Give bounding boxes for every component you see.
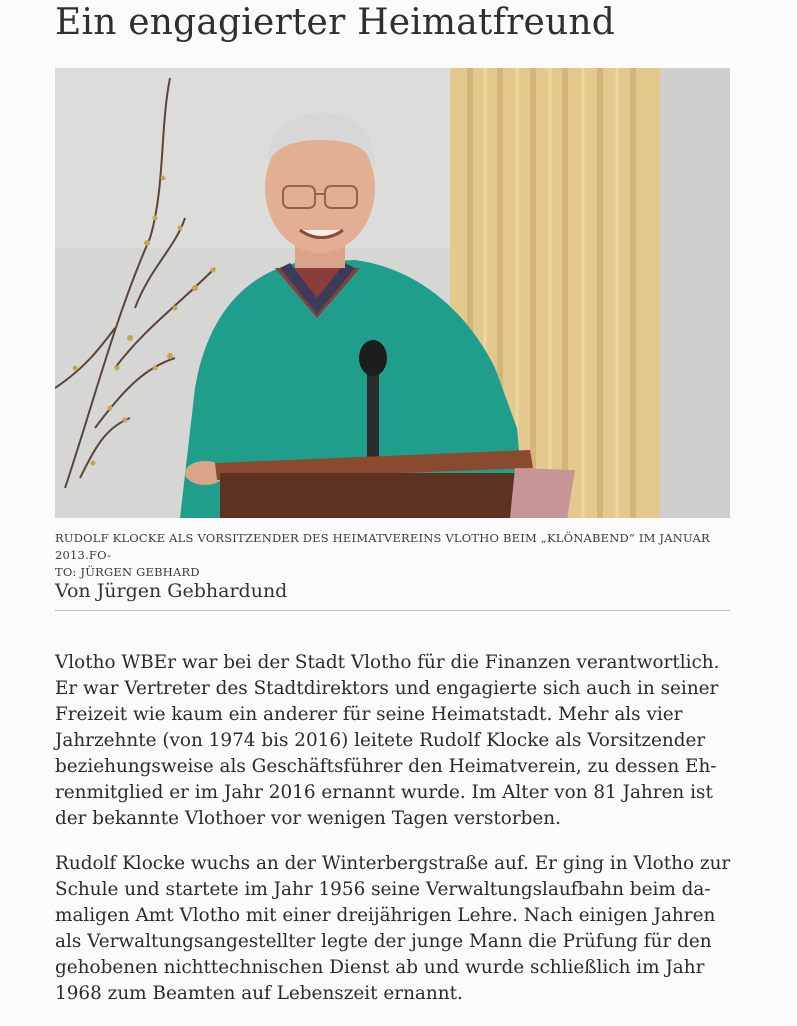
text-line: Schule und startete im Jahr 1956 seine Verwaltungslaufbahn beim da- [55,879,711,900]
paragraph [55,650,735,832]
text-line: Freizeit wie kaum ein anderer für seine Heimatstadt. Mehr als vier [55,704,683,725]
text-line: renmitglied er im Jahr 2016 ernannt wurde. Im Alter von 81 Jahren ist [55,782,713,803]
caption-line: TO: JÜRGEN GEBHARD [55,565,200,579]
text-line: maligen Amt Vlotho mit einer dreijährigen Lehre. Nach einigen Jahren [55,905,716,926]
article-headline: Ein engagierter Heimatfreund [55,2,616,43]
text-line: als Verwaltungsangestellter legte der junge Mann die Prüfung für den [55,931,712,952]
text-line: 1968 zum Beamten auf Lebenszeit ernannt. [55,983,463,1004]
text-line: gehobenen nichttechnischen Dienst ab und wurde schließlich im Jahr [55,957,705,978]
article-body [55,650,735,1026]
text-line: der bekannte Vlothoer vor wenigen Tagen verstorben. [55,808,561,829]
text-line: Rudolf Klocke wuchs an der Winterbergstraße auf. Er ging in Vlotho zur [55,853,731,874]
text-line: Vlotho WBEr war bei der Stadt Vlotho für die Finanzen verantwortlich. [55,652,720,673]
text-line: Er war Vertreter des Stadtdirektors und engagierte sich auch in seiner [55,678,719,699]
caption-line: RUDOLF KLOCKE ALS VORSITZENDER DES HEIMATVEREINS VLOTHO BEIM „KLÖNABEND“ IM JANUAR 2013.FO- [55,531,710,562]
byline: Von Jürgen Gebhardund [55,580,730,611]
article-photo [55,68,730,518]
text-line: Jahrzehnte (von 1974 bis 2016) leitete Rudolf Klocke als Vorsitzender [55,730,706,751]
text-line: beziehungsweise als Geschäftsführer den Heimatverein, zu dessen Eh- [55,756,717,777]
paragraph [55,851,735,1007]
photo-caption [55,530,730,581]
